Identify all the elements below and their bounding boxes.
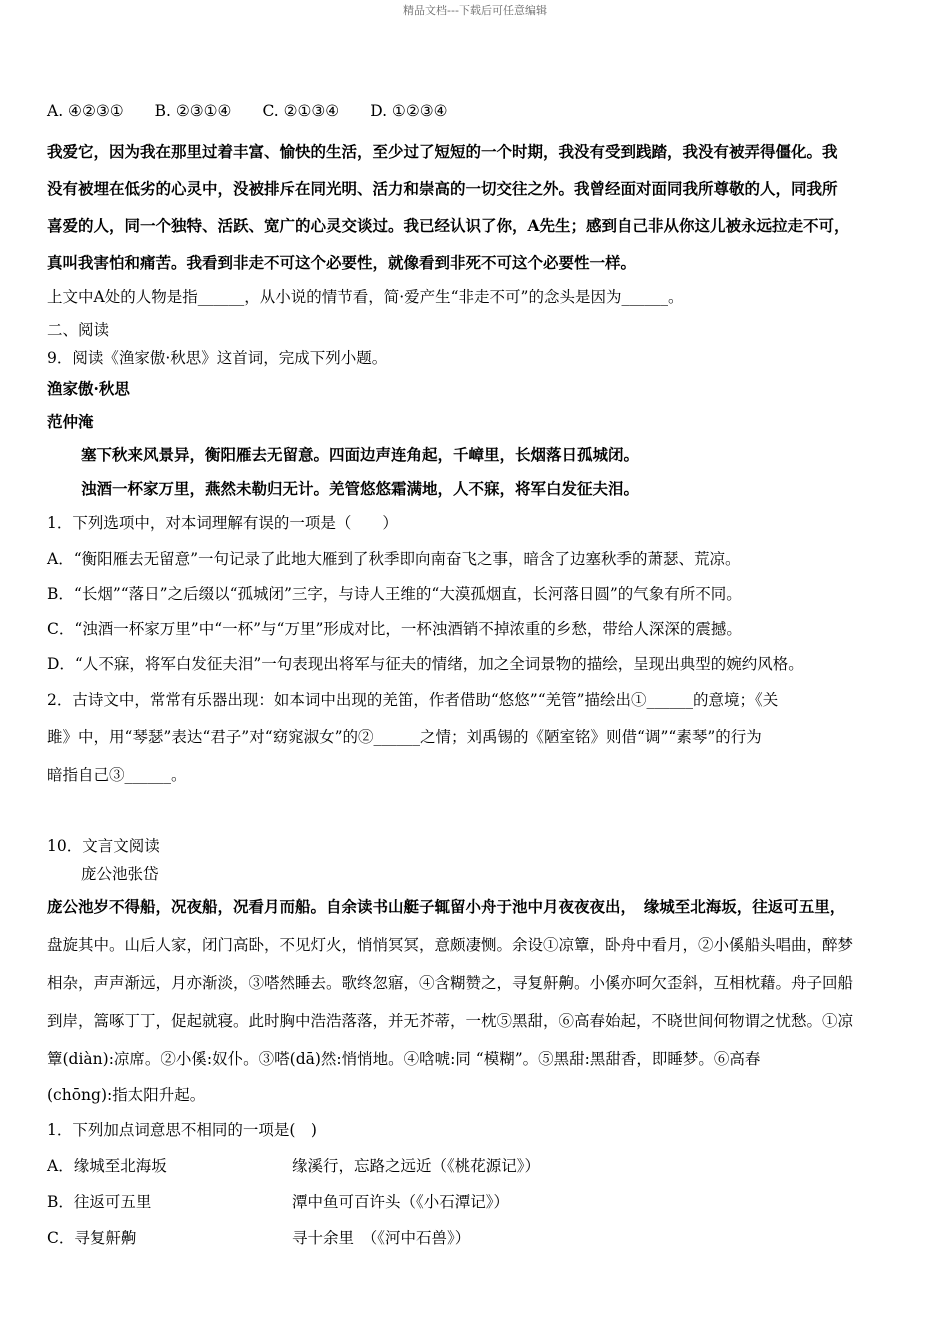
poem-author: 范仲淹	[47, 412, 94, 431]
q10-sub1: 1．下列加点词意思不相同的一项是( )	[47, 1121, 317, 1139]
pair-left: B．往返可五里	[47, 1193, 152, 1211]
q9-option-a: A．“衡阳雁去无留意”一句记录了此地大雁到了秋季即向南奋飞之事，暗含了边塞秋季的萧瑟、荒凉。	[47, 550, 741, 568]
passage-jane-eyre	[47, 133, 903, 281]
pair-left: A．缘城至北海坂	[47, 1157, 167, 1175]
pair-right: 缘溪行，忘路之远近（《桃花源记》）	[292, 1157, 541, 1175]
passage-line: 盘旋其中。山后人家，闭门高卧，不见灯火，悄悄冥冥，意颇凄恻。余设①凉簟，卧舟中看月，②小傒船头唱曲，醉梦	[47, 936, 854, 954]
passage-line: 簟(diàn):凉席。②小傒:奴仆。③嗒(dā)然:悄悄地。④唅唬:同 “模糊”。⑤黑甜:黑甜香，即睡梦。⑥高春	[47, 1050, 761, 1068]
pair-left: C．寻复鼾齁	[47, 1229, 137, 1247]
poem-title: 渔家傲·秋思	[47, 379, 130, 398]
pair-right: 潭中鱼可百许头（《小石潭记》）	[292, 1193, 510, 1211]
poem-line: 塞下秋来风景异，衡阳雁去无留意。四面边声连角起，千嶂里，长烟落日孤城闭。	[81, 445, 640, 464]
passage-line: 相杂，声声渐远，月亦渐淡，③嗒然睡去。歌终忽寤，④含糊赞之，寻复鼾齁。小傒亦呵欠歪斜，互相枕藉。舟子回船	[47, 974, 854, 992]
passage-line: 真叫我害怕和痛苦。我看到非走不可这个必要性，就像看到非死不可这个必要性一样。	[47, 253, 637, 272]
passage-line: 庞公池岁不得船，况夜船，况看月而船。自余读书山艇子辄留小舟于池中月夜夜夜出， 缘城至北海坂，往返可五里，	[47, 897, 846, 916]
document-page	[47, 100, 903, 1256]
question-a: 上文中A处的人物是指______，从小说的情节看，简·爱产生“非走不可”的念头是因为______。	[47, 288, 684, 306]
passage-line: (chōng):指太阳升起。	[47, 1086, 206, 1104]
q10-title: 庞公池张岱	[81, 865, 159, 883]
section-title: 二、阅读	[47, 321, 110, 339]
passage-line: 喜爱的人，同一个独特、活跃、宽广的心灵交谈过。我已经认识了你，A先生；感到自己非从你这儿被永远拉走不可，	[47, 216, 850, 235]
options-line: A. ④②③① B. ②③①④ C. ②①③④ D. ①②③④	[47, 102, 448, 120]
q9-sub2: 2．古诗文中，常常有乐器出现：如本词中出现的羌笛，作者借助“悠悠”“羌管”描绘出①______的意境；《关	[47, 691, 779, 709]
pair-row	[47, 1184, 903, 1220]
q9-sub2: 暗指自己③______。	[47, 766, 187, 784]
q9-intro: 9．阅读《渔家傲·秋思》这首词，完成下列小题。	[47, 349, 388, 367]
pair-right: 寻十余里 （《河中石兽》）	[292, 1229, 471, 1247]
q9-sub2: 雎》中，用“琴瑟”表达“君子”对“窈窕淑女”的②______之情；刘禹锡的《陋室铭》则借“调”“素琴”的行为	[47, 728, 762, 746]
passage-line: 我爱它，因为我在那里过着丰富、愉快的生活，至少过了短短的一个时期，我没有受到践踏，我没有被弄得僵化。我	[47, 142, 838, 161]
q10-intro: 10．文言文阅读	[47, 837, 160, 855]
passage-line: 没有被埋在低劣的心灵中，没被排斥在同光明、活力和崇高的一切交往之外。我曾经面对面同我所尊敬的人，同我所	[47, 179, 838, 198]
q9-sub1: 1．下列选项中，对本词理解有误的一项是（ ）	[47, 514, 398, 532]
classical-passage	[47, 888, 903, 1112]
passage-line: 到岸，篙啄丁丁，促起就寝。此时胸中浩浩落落，并无芥蒂，一枕⑤黑甜，⑥高春始起，不晓世间何物谓之忧愁。①凉	[47, 1012, 854, 1030]
pair-row	[47, 1220, 903, 1256]
pair-row	[47, 1148, 903, 1184]
poem-line: 浊酒一杯家万里，燕然未勒归无计。羌管悠悠霜满地，人不寐，将军白发征夫泪。	[81, 479, 640, 498]
page-header: 精品文档---下载后可任意编辑	[403, 4, 547, 17]
q9-option-d: D．“人不寐，将军白发征夫泪”一句表现出将军与征夫的情绪，加之全词景物的描绘，呈现出典型的婉约风格。	[47, 655, 804, 673]
q9-option-c: C．“浊酒一杯家万里”中“一杯”与“万里”形成对比，一杯浊酒销不掉浓重的乡愁，带给人深深的震撼。	[47, 620, 742, 638]
q9-option-b: B．“长烟”“落日”之后缀以“孤城闭”三字，与诗人王维的“大漠孤烟直，长河落日圆”的气象有所不同。	[47, 585, 742, 603]
